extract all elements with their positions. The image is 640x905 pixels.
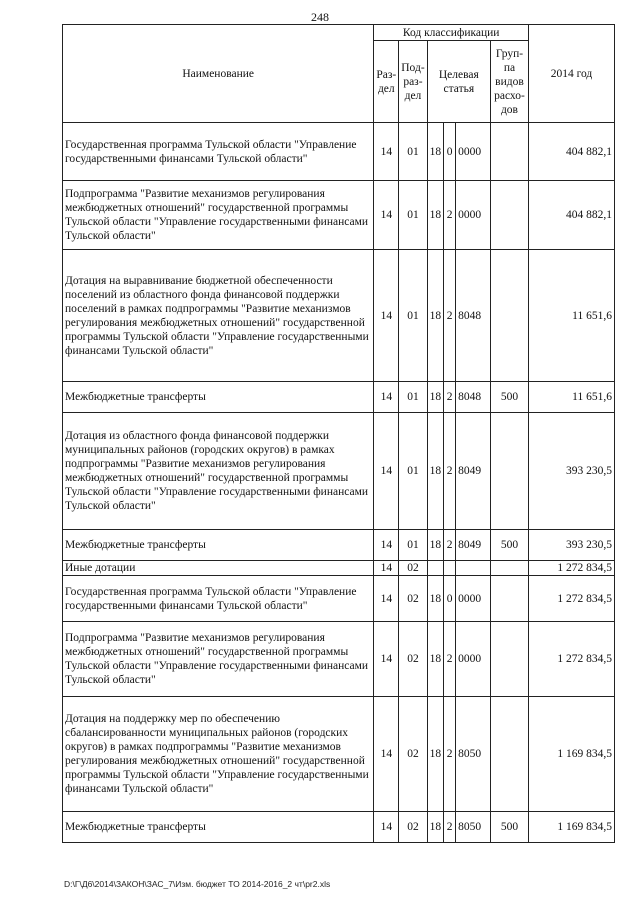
target-item-subprogram bbox=[444, 561, 456, 576]
target-item-direction: 8049 bbox=[456, 530, 491, 561]
amount-2014: 11 651,6 bbox=[528, 250, 614, 382]
expense-group-code: 500 bbox=[491, 382, 529, 413]
amount-2014: 393 230,5 bbox=[528, 530, 614, 561]
table-row bbox=[63, 576, 615, 622]
expense-group-code bbox=[491, 250, 529, 382]
row-name: Государственная программа Тульской области "Управление государственными финансами Тульской области" bbox=[63, 123, 374, 181]
table-row bbox=[63, 413, 615, 530]
table-row bbox=[63, 812, 615, 843]
target-item-direction: 0000 bbox=[456, 181, 491, 250]
table-row bbox=[63, 561, 615, 576]
target-item-subprogram: 2 bbox=[444, 181, 456, 250]
amount-2014: 1 272 834,5 bbox=[528, 622, 614, 697]
target-item-program: 18 bbox=[427, 123, 444, 181]
amount-2014: 1 272 834,5 bbox=[528, 561, 614, 576]
subsection-code: 01 bbox=[399, 181, 427, 250]
header-subsection: Под- раз- дел bbox=[399, 41, 427, 123]
header-code-group: Код классификации bbox=[374, 25, 529, 41]
header-year: 2014 год bbox=[528, 25, 614, 123]
amount-2014: 1 169 834,5 bbox=[528, 697, 614, 812]
subsection-code: 02 bbox=[399, 576, 427, 622]
target-item-direction: 8048 bbox=[456, 382, 491, 413]
table-row bbox=[63, 250, 615, 382]
target-item-direction bbox=[456, 561, 491, 576]
target-item-direction: 8049 bbox=[456, 413, 491, 530]
expense-group-code bbox=[491, 697, 529, 812]
subsection-code: 01 bbox=[399, 382, 427, 413]
subsection-code: 02 bbox=[399, 697, 427, 812]
target-item-program: 18 bbox=[427, 181, 444, 250]
target-item-direction: 0000 bbox=[456, 622, 491, 697]
target-item-program: 18 bbox=[427, 812, 444, 843]
row-name: Межбюджетные трансферты bbox=[63, 530, 374, 561]
section-code: 14 bbox=[374, 123, 399, 181]
row-name: Межбюджетные трансферты bbox=[63, 382, 374, 413]
expense-group-code bbox=[491, 561, 529, 576]
table-row bbox=[63, 622, 615, 697]
section-code: 14 bbox=[374, 697, 399, 812]
amount-2014: 404 882,1 bbox=[528, 181, 614, 250]
header-expense-group: Груп- па видов расхо- дов bbox=[491, 41, 529, 123]
expense-group-code: 500 bbox=[491, 812, 529, 843]
row-name: Подпрограмма "Развитие механизмов регулирования межбюджетных отношений" государственной программы Тульской области "Управление государственными финансами Тульской области" bbox=[63, 622, 374, 697]
target-item-subprogram: 2 bbox=[444, 413, 456, 530]
target-item-direction: 0000 bbox=[456, 123, 491, 181]
target-item-subprogram: 2 bbox=[444, 812, 456, 843]
target-item-subprogram: 0 bbox=[444, 123, 456, 181]
target-item-subprogram: 2 bbox=[444, 697, 456, 812]
amount-2014: 404 882,1 bbox=[528, 123, 614, 181]
target-item-subprogram: 2 bbox=[444, 622, 456, 697]
row-name: Иные дотации bbox=[63, 561, 374, 576]
table-header bbox=[63, 25, 615, 123]
target-item-direction: 0000 bbox=[456, 576, 491, 622]
amount-2014: 393 230,5 bbox=[528, 413, 614, 530]
page-number: 248 bbox=[311, 10, 329, 24]
subsection-code: 01 bbox=[399, 123, 427, 181]
amount-2014: 11 651,6 bbox=[528, 382, 614, 413]
target-item-direction: 8048 bbox=[456, 250, 491, 382]
row-name: Подпрограмма "Развитие механизмов регулирования межбюджетных отношений" государственной программы Тульской области "Управление государственными финансами Тульской области" bbox=[63, 181, 374, 250]
header-name: Наименование bbox=[63, 25, 374, 123]
subsection-code: 02 bbox=[399, 622, 427, 697]
expense-group-code bbox=[491, 576, 529, 622]
target-item-program: 18 bbox=[427, 250, 444, 382]
expense-group-code bbox=[491, 123, 529, 181]
row-name: Межбюджетные трансферты bbox=[63, 812, 374, 843]
target-item-program bbox=[427, 561, 444, 576]
target-item-direction: 8050 bbox=[456, 697, 491, 812]
target-item-program: 18 bbox=[427, 382, 444, 413]
row-name: Дотация из областного фонда финансовой поддержки муниципальных районов (городских округов) в рамках подпрограммы "Развитие механизмов регулирования межбюджетных отношений" государственной программы Тульской области "Управление государственными финансами Тульской области" bbox=[63, 413, 374, 530]
section-code: 14 bbox=[374, 181, 399, 250]
section-code: 14 bbox=[374, 250, 399, 382]
target-item-subprogram: 2 bbox=[444, 250, 456, 382]
file-path-footer: D:\Г\Д6\2014\ЗАКОН\ЗАС_7\Изм. бюджет ТО 2014-2016_2 чт\pr2.xls bbox=[64, 879, 331, 889]
table-row bbox=[63, 530, 615, 561]
target-item-direction: 8050 bbox=[456, 812, 491, 843]
expense-group-code bbox=[491, 622, 529, 697]
section-code: 14 bbox=[374, 622, 399, 697]
budget-table bbox=[62, 24, 615, 843]
header-target-item: Целевая статья bbox=[427, 41, 490, 123]
target-item-program: 18 bbox=[427, 413, 444, 530]
subsection-code: 02 bbox=[399, 812, 427, 843]
row-name: Государственная программа Тульской области "Управление государственными финансами Тульской области" bbox=[63, 576, 374, 622]
table-body bbox=[63, 123, 615, 843]
amount-2014: 1 169 834,5 bbox=[528, 812, 614, 843]
table-row bbox=[63, 382, 615, 413]
target-item-subprogram: 2 bbox=[444, 530, 456, 561]
target-item-program: 18 bbox=[427, 697, 444, 812]
row-name: Дотация на выравнивание бюджетной обеспеченности поселений из областного фонда финансовой поддержки поселений в рамках подпрограммы "Развитие механизмов регулирования межбюджетных отношений" государственной программы Тульской области "Управление государственными финансами Тульской области" bbox=[63, 250, 374, 382]
section-code: 14 bbox=[374, 382, 399, 413]
section-code: 14 bbox=[374, 413, 399, 530]
section-code: 14 bbox=[374, 530, 399, 561]
section-code: 14 bbox=[374, 812, 399, 843]
target-item-program: 18 bbox=[427, 622, 444, 697]
expense-group-code: 500 bbox=[491, 530, 529, 561]
section-code: 14 bbox=[374, 561, 399, 576]
subsection-code: 01 bbox=[399, 250, 427, 382]
expense-group-code bbox=[491, 181, 529, 250]
section-code: 14 bbox=[374, 576, 399, 622]
table-row bbox=[63, 181, 615, 250]
subsection-code: 01 bbox=[399, 413, 427, 530]
target-item-subprogram: 0 bbox=[444, 576, 456, 622]
expense-group-code bbox=[491, 413, 529, 530]
target-item-subprogram: 2 bbox=[444, 382, 456, 413]
table-row bbox=[63, 697, 615, 812]
subsection-code: 01 bbox=[399, 530, 427, 561]
subsection-code: 02 bbox=[399, 561, 427, 576]
target-item-program: 18 bbox=[427, 576, 444, 622]
amount-2014: 1 272 834,5 bbox=[528, 576, 614, 622]
table-row bbox=[63, 123, 615, 181]
row-name: Дотация на поддержку мер по обеспечению сбалансированности муниципальных районов (городских округов) в рамках подпрограммы "Развитие механизмов регулирования межбюджетных отношений" государственной программы Тульской области "Управление государственными финансами Тульской области" bbox=[63, 697, 374, 812]
header-section: Раз- дел bbox=[374, 41, 399, 123]
target-item-program: 18 bbox=[427, 530, 444, 561]
